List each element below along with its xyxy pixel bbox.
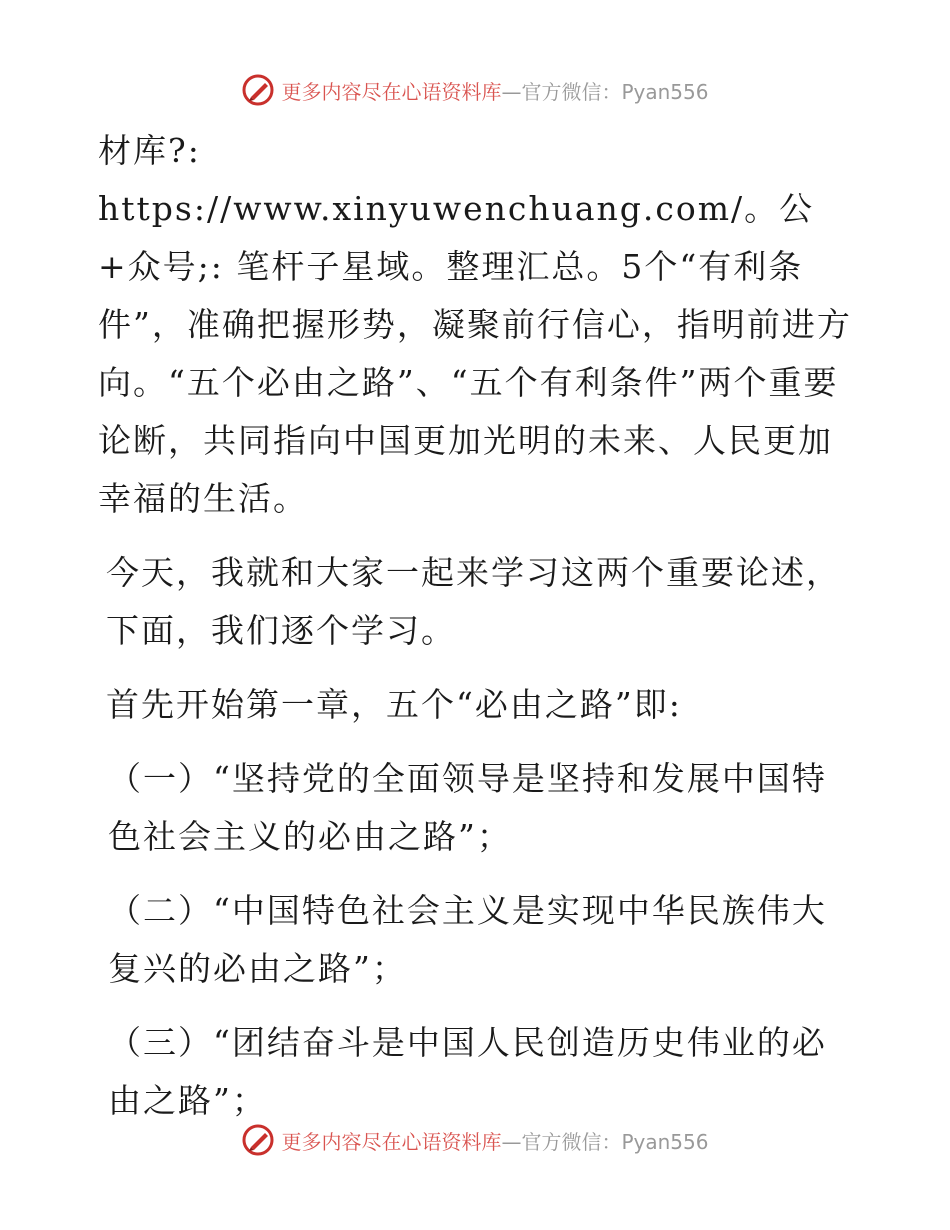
banner-dash: — (501, 79, 522, 104)
pen-logo-icon (241, 73, 275, 107)
pen-logo-icon (241, 1123, 275, 1157)
banner-wechat-text: 官方微信：Pyan556 (521, 1129, 709, 1154)
banner-wechat-text: 官方微信：Pyan556 (521, 79, 709, 104)
paragraph-3: 首先开始第一章，五个“必由之路”即: (106, 685, 682, 724)
banner-red-text: 更多内容尽在心语资料库 (281, 1129, 502, 1154)
document-body (98, 122, 858, 1130)
banner-dash: — (501, 1129, 522, 1154)
banner-red-text: 更多内容尽在心语资料库 (281, 79, 502, 104)
paragraph-1: 材库?: https://www.xinyuwenchuang.com/。公+众号;: 笔杆子星域。整理汇总。5个“有利条件”，准确把握形势，凝聚前行信心，指明前进方向。“五个必由之路”、“五个有利条件”两个重要论断，共同指向中国更加光明的未来、人民更加幸福的生活。 (98, 131, 852, 518)
footer-banner (0, 1120, 950, 1160)
header-banner (0, 70, 950, 110)
paragraph-2: 今天，我就和大家一起来学习这两个重要论述，下面，我们逐个学习。 (106, 553, 841, 650)
paragraph-6: （三）“团结奋斗是中国人民创造历史伟业的必由之路”； (108, 1023, 827, 1120)
paragraph-5: （二）“中国特色社会主义是实现中华民族伟大复兴的必由之路”； (108, 891, 827, 988)
paragraph-4: （一）“坚持党的全面领导是坚持和发展中国特色社会主义的必由之路”； (108, 759, 827, 856)
